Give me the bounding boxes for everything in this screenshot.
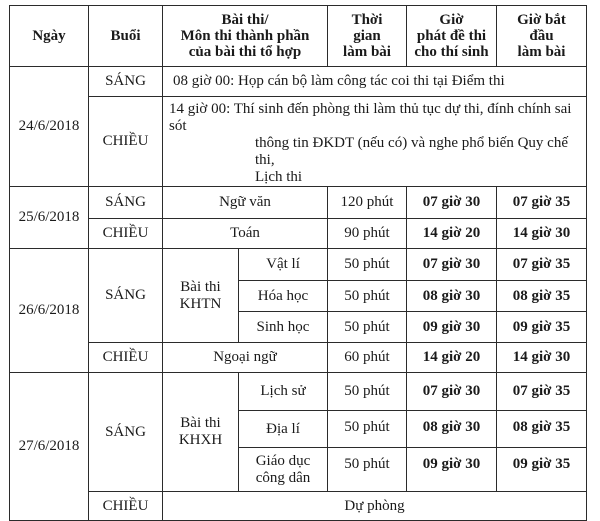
start-time-cell: 14 giờ 30 [497, 219, 587, 249]
header-gio-phat-line3: cho thí sinh [414, 44, 489, 60]
subject-line2: công dân [255, 469, 311, 486]
table-row [10, 373, 587, 411]
date-cell: 24/6/2018 [10, 67, 89, 187]
group-line1: Bài thi [180, 278, 221, 295]
session-cell: CHIỀU [89, 97, 163, 187]
group-line1: Bài thi [180, 415, 221, 431]
header-ngay: Ngày [10, 6, 89, 67]
start-time-cell: 07 giờ 35 [497, 187, 587, 219]
header-thoi-gian-line2: gian [353, 28, 381, 44]
group-line2: KHTN [179, 295, 222, 312]
subject-cell: Toán [163, 219, 328, 249]
note-cell [163, 97, 587, 187]
date-cell: 27/6/2018 [10, 373, 89, 521]
duration-cell: 50 phút [328, 281, 407, 312]
duration-cell: 60 phút [328, 343, 407, 373]
header-row [10, 6, 587, 67]
start-time-cell: 09 giờ 35 [497, 448, 587, 492]
header-bai-thi-line3: của bài thi tổ hợp [188, 44, 302, 60]
table-row [10, 492, 587, 521]
start-time-cell: 07 giờ 35 [497, 373, 587, 411]
header-gio-bat-dau-line3: làm bài [517, 44, 566, 60]
duration-cell: 50 phút [328, 249, 407, 281]
duration-cell: 120 phút [328, 187, 407, 219]
subject-cell: Ngữ văn [163, 187, 328, 219]
header-bai-thi [163, 6, 328, 67]
date-cell: 26/6/2018 [10, 249, 89, 373]
session-cell: CHIỀU [89, 343, 163, 373]
header-gio-bat-dau-line2: đầu [529, 28, 554, 44]
note-line3: Lịch thi [255, 169, 303, 185]
distribute-time-cell: 07 giờ 30 [407, 373, 497, 411]
duration-cell: 50 phút [328, 448, 407, 492]
start-time-cell: 07 giờ 35 [497, 249, 587, 281]
note-cell: 08 giờ 00: Họp cán bộ làm công tác coi thi tại Điểm thi [163, 67, 587, 97]
distribute-time-cell: 14 giờ 20 [407, 219, 497, 249]
duration-cell: 50 phút [328, 373, 407, 411]
distribute-time-cell: 07 giờ 30 [407, 249, 497, 281]
subject-cell: Vật lí [239, 249, 328, 281]
date-cell: 25/6/2018 [10, 187, 89, 249]
table-row [10, 187, 587, 219]
duration-cell: 50 phút [328, 312, 407, 343]
header-gio-phat-de [407, 6, 497, 67]
table-row [10, 249, 587, 281]
session-cell: SÁNG [89, 187, 163, 219]
header-thoi-gian-line1: Thời [351, 12, 383, 28]
session-cell: SÁNG [89, 67, 163, 97]
session-cell: SÁNG [89, 249, 163, 343]
subject-cell: Lịch sử [239, 373, 328, 411]
session-cell: CHIỀU [89, 219, 163, 249]
header-gio-phat-line1: Giờ [439, 12, 464, 28]
start-time-cell: 14 giờ 30 [497, 343, 587, 373]
session-cell: SÁNG [89, 373, 163, 492]
note-line1: 14 giờ 00: Thí sinh đến phòng thi làm thủ tục dự thi, đính chính sai sót [169, 101, 572, 134]
subject-cell: Hóa học [239, 281, 328, 312]
table-row [10, 343, 587, 373]
subject-line1: Giáo dục [255, 452, 311, 469]
subject-cell: Địa lí [239, 411, 328, 448]
header-gio-bat-dau [497, 6, 587, 67]
distribute-time-cell: 09 giờ 30 [407, 448, 497, 492]
distribute-time-cell: 08 giờ 30 [407, 411, 497, 448]
header-bai-thi-line2: Môn thi thành phần [180, 28, 310, 44]
group-line2: KHXH [178, 432, 223, 448]
distribute-time-cell: 09 giờ 30 [407, 312, 497, 343]
header-thoi-gian-line3: làm bài [343, 44, 391, 60]
start-time-cell: 08 giờ 35 [497, 281, 587, 312]
start-time-cell: 09 giờ 35 [497, 312, 587, 343]
group-cell [163, 373, 239, 492]
table-row [10, 219, 587, 249]
start-time-cell: 08 giờ 35 [497, 411, 587, 448]
subject-cell: Ngoại ngữ [163, 343, 328, 373]
note-line2: thông tin ĐKDT (nếu có) và nghe phổ biến Quy chế thi, [255, 135, 568, 168]
header-bai-thi-line1: Bài thi/ [221, 12, 269, 28]
duration-cell: 90 phút [328, 219, 407, 249]
subject-cell: Sinh học [239, 312, 328, 343]
header-gio-bat-dau-line1: Giờ bắt [517, 12, 566, 28]
note-cell: Dự phòng [163, 492, 587, 521]
exam-schedule-table [9, 5, 587, 521]
header-thoi-gian [328, 6, 407, 67]
header-buoi: Buổi [89, 6, 163, 67]
subject-cell [239, 448, 328, 492]
group-cell [163, 249, 239, 343]
session-cell: CHIỀU [89, 492, 163, 521]
header-gio-phat-line2: phát đề thi [416, 28, 487, 44]
distribute-time-cell: 14 giờ 20 [407, 343, 497, 373]
table-row [10, 67, 587, 97]
table-row [10, 97, 587, 187]
distribute-time-cell: 07 giờ 30 [407, 187, 497, 219]
distribute-time-cell: 08 giờ 30 [407, 281, 497, 312]
duration-cell: 50 phút [328, 411, 407, 448]
